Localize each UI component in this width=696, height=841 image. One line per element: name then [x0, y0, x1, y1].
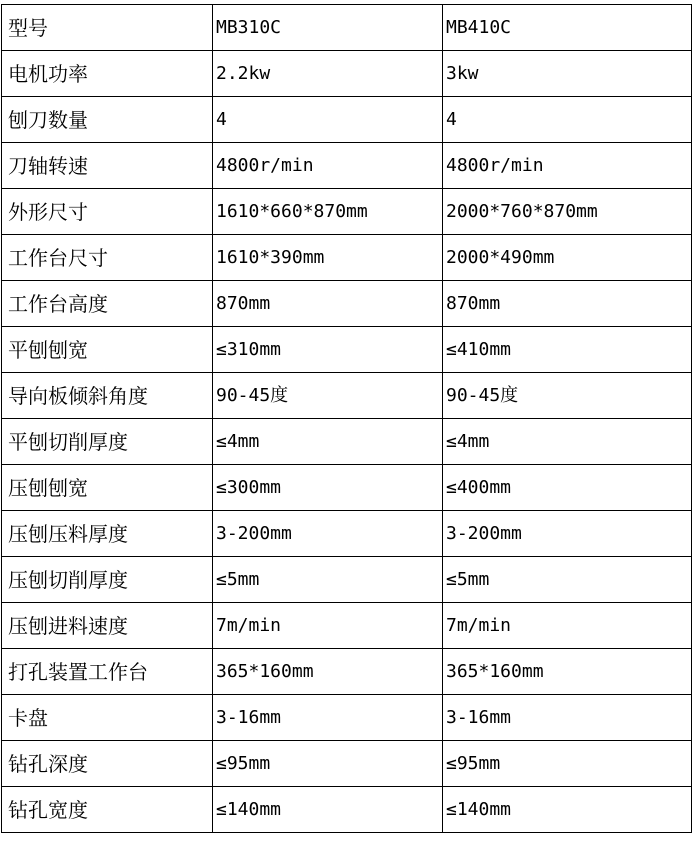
- table-row: [2, 143, 692, 189]
- spec-name-cell: 导向板倾斜角度: [2, 373, 213, 419]
- mb310c-value-cell: ≤95mm: [213, 741, 443, 787]
- table-row: [2, 603, 692, 649]
- mb310c-value-cell: 870mm: [213, 281, 443, 327]
- table-row: [2, 51, 692, 97]
- mb410c-value-cell: 4800r/min: [443, 143, 692, 189]
- table-row: [2, 235, 692, 281]
- spec-name-cell: 工作台高度: [2, 281, 213, 327]
- mb410c-value-cell: 365*160mm: [443, 649, 692, 695]
- table-row: [2, 557, 692, 603]
- mb310c-value-cell: ≤310mm: [213, 327, 443, 373]
- table-row: [2, 281, 692, 327]
- mb410c-value-cell: 870mm: [443, 281, 692, 327]
- table-row: [2, 741, 692, 787]
- mb410c-value-cell: ≤400mm: [443, 465, 692, 511]
- table-row: [2, 97, 692, 143]
- mb410c-value-cell: 4: [443, 97, 692, 143]
- mb310c-value-cell: 4800r/min: [213, 143, 443, 189]
- mb410c-value-cell: 3-16mm: [443, 695, 692, 741]
- mb410c-value-cell: 90-45度: [443, 373, 692, 419]
- spec-table-body: [2, 5, 692, 833]
- table-row: [2, 189, 692, 235]
- table-row: [2, 649, 692, 695]
- model-name-cell: MB310C: [213, 5, 443, 51]
- mb310c-value-cell: 4: [213, 97, 443, 143]
- table-row: [2, 419, 692, 465]
- spec-name-cell: 压刨压料厚度: [2, 511, 213, 557]
- mb310c-value-cell: 2.2kw: [213, 51, 443, 97]
- table-row: [2, 373, 692, 419]
- mb310c-value-cell: ≤300mm: [213, 465, 443, 511]
- mb310c-value-cell: 3-200mm: [213, 511, 443, 557]
- mb410c-value-cell: ≤410mm: [443, 327, 692, 373]
- model-label-cell: 型号: [2, 5, 213, 51]
- mb310c-value-cell: 90-45度: [213, 373, 443, 419]
- table-row: [2, 787, 692, 833]
- mb410c-value-cell: ≤95mm: [443, 741, 692, 787]
- mb310c-value-cell: 7m/min: [213, 603, 443, 649]
- spec-name-cell: 平刨切削厚度: [2, 419, 213, 465]
- spec-name-cell: 电机功率: [2, 51, 213, 97]
- spec-name-cell: 卡盘: [2, 695, 213, 741]
- spec-name-cell: 压刨刨宽: [2, 465, 213, 511]
- spec-table: [1, 4, 692, 833]
- spec-name-cell: 打孔装置工作台: [2, 649, 213, 695]
- mb310c-value-cell: ≤5mm: [213, 557, 443, 603]
- mb310c-value-cell: 1610*660*870mm: [213, 189, 443, 235]
- mb410c-value-cell: 2000*490mm: [443, 235, 692, 281]
- spec-name-cell: 钻孔宽度: [2, 787, 213, 833]
- mb410c-value-cell: ≤4mm: [443, 419, 692, 465]
- mb410c-value-cell: ≤5mm: [443, 557, 692, 603]
- table-row: [2, 511, 692, 557]
- mb410c-value-cell: 2000*760*870mm: [443, 189, 692, 235]
- mb410c-value-cell: 7m/min: [443, 603, 692, 649]
- mb310c-value-cell: 3-16mm: [213, 695, 443, 741]
- model-name-cell: MB410C: [443, 5, 692, 51]
- spec-name-cell: 外形尺寸: [2, 189, 213, 235]
- table-header-row: [2, 5, 692, 51]
- table-row: [2, 465, 692, 511]
- mb410c-value-cell: 3kw: [443, 51, 692, 97]
- mb310c-value-cell: 365*160mm: [213, 649, 443, 695]
- spec-name-cell: 刀轴转速: [2, 143, 213, 189]
- table-row: [2, 327, 692, 373]
- mb310c-value-cell: ≤140mm: [213, 787, 443, 833]
- spec-name-cell: 压刨切削厚度: [2, 557, 213, 603]
- spec-name-cell: 压刨进料速度: [2, 603, 213, 649]
- spec-name-cell: 刨刀数量: [2, 97, 213, 143]
- spec-name-cell: 平刨刨宽: [2, 327, 213, 373]
- mb410c-value-cell: ≤140mm: [443, 787, 692, 833]
- mb310c-value-cell: ≤4mm: [213, 419, 443, 465]
- spec-name-cell: 工作台尺寸: [2, 235, 213, 281]
- table-row: [2, 695, 692, 741]
- mb410c-value-cell: 3-200mm: [443, 511, 692, 557]
- spec-name-cell: 钻孔深度: [2, 741, 213, 787]
- mb310c-value-cell: 1610*390mm: [213, 235, 443, 281]
